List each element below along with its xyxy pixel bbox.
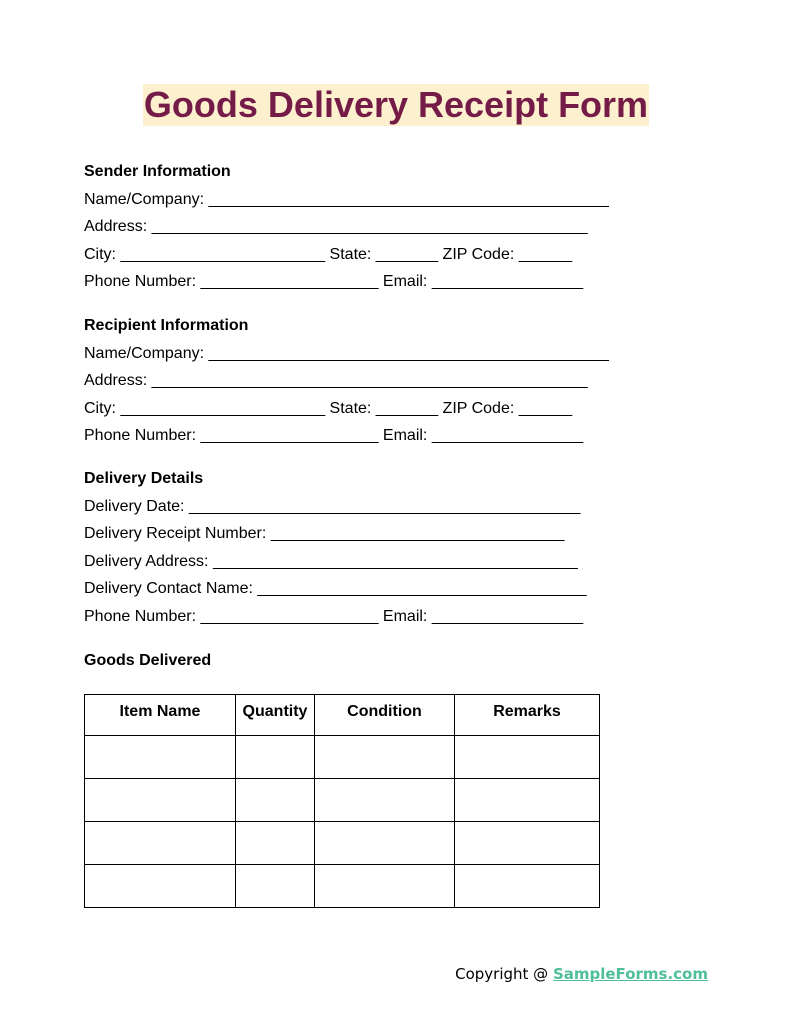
delivery-address-field[interactable]: Delivery Address: _________________________________________ xyxy=(84,552,578,570)
recipient-heading: Recipient Information xyxy=(84,317,249,334)
sampleforms-link[interactable]: SampleForms.com xyxy=(552,965,708,983)
column-header-quantity: Quantity xyxy=(236,695,315,736)
delivery-section xyxy=(84,469,587,627)
column-header-item-name: Item Name xyxy=(85,695,236,736)
recipient-section xyxy=(84,316,609,446)
delivery-receipt-number-field[interactable]: Delivery Receipt Number: _________________________________ xyxy=(84,525,565,542)
sender-phone-email-field[interactable]: Phone Number: ____________________ Email: _________________ xyxy=(84,273,584,290)
table-cell[interactable] xyxy=(315,822,455,865)
table-cell[interactable] xyxy=(236,736,315,779)
table-cell[interactable] xyxy=(455,865,600,908)
table-row xyxy=(85,822,600,865)
column-header-remarks: Remarks xyxy=(455,695,600,736)
table-cell[interactable] xyxy=(85,736,236,779)
table-cell[interactable] xyxy=(85,865,236,908)
table-cell[interactable] xyxy=(455,779,600,822)
table-cell[interactable] xyxy=(236,779,315,822)
delivery-phone-email-field[interactable]: Phone Number: ____________________ Email: _________________ xyxy=(84,607,584,625)
table-cell[interactable] xyxy=(236,865,315,908)
column-header-condition: Condition xyxy=(315,695,455,736)
copyright-footer xyxy=(455,965,708,983)
delivery-contact-name-field[interactable]: Delivery Contact Name: _____________________________________ xyxy=(84,580,587,597)
goods-heading: Goods Delivered xyxy=(84,652,212,669)
table-cell[interactable] xyxy=(455,736,600,779)
sender-address-field[interactable]: Address: _________________________________________________ xyxy=(84,218,588,235)
table-cell[interactable] xyxy=(315,779,455,822)
sender-heading: Sender Information xyxy=(84,163,231,180)
goods-table xyxy=(84,694,600,908)
table-cell[interactable] xyxy=(455,822,600,865)
sender-name-field[interactable]: Name/Company: _____________________________________________ xyxy=(84,190,609,208)
recipient-name-field[interactable]: Name/Company: _____________________________________________ xyxy=(84,344,609,362)
delivery-date-field[interactable]: Delivery Date: ____________________________________________ xyxy=(84,497,581,515)
table-cell[interactable] xyxy=(315,865,455,908)
delivery-heading: Delivery Details xyxy=(84,470,204,487)
table-cell[interactable] xyxy=(315,736,455,779)
copyright-text: Copyright @ xyxy=(455,965,553,983)
table-cell[interactable] xyxy=(85,779,236,822)
recipient-phone-email-field[interactable]: Phone Number: ____________________ Email: _________________ xyxy=(84,427,584,444)
recipient-address-field[interactable]: Address: _________________________________________________ xyxy=(84,372,588,389)
table-row xyxy=(85,779,600,822)
title-wrap xyxy=(0,84,792,126)
table-row xyxy=(85,865,600,908)
table-cell[interactable] xyxy=(236,822,315,865)
table-row xyxy=(85,736,600,779)
recipient-city-state-zip-field[interactable]: City: _______________________ State: _______ ZIP Code: ______ xyxy=(84,399,573,417)
table-header-row xyxy=(85,695,600,736)
table-cell[interactable] xyxy=(85,822,236,865)
form-title: Goods Delivery Receipt Form xyxy=(143,84,649,125)
goods-section xyxy=(84,651,211,671)
sender-city-state-zip-field[interactable]: City: _______________________ State: _______ ZIP Code: ______ xyxy=(84,245,573,263)
sender-section xyxy=(84,162,609,292)
